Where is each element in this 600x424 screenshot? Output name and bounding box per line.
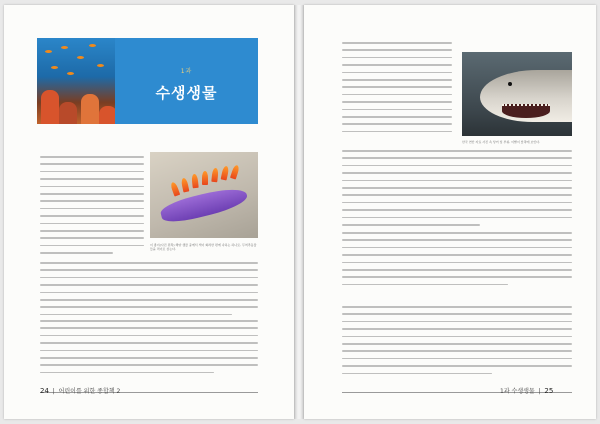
coral-reef-photo [37,38,115,124]
right-page-number: 25 [544,387,554,395]
body-text-right-narrow [342,42,452,138]
sea-slug-photo [150,152,258,238]
sea-slug-caption: 이 종이(사진 왼쪽) 해양 생물 중에서 색이 화려한 편에 속하는 하나로, 무척추동물들을 먹이로 삼는다. [150,243,257,252]
body-text-right-3 [342,306,572,380]
body-text-right [342,150,572,231]
book-gutter [294,5,304,419]
right-running-head: 1과 수생생물 [500,388,535,395]
body-text-right-2 [342,232,572,291]
chapter-title: 수생생물 [155,84,218,102]
shark-caption: 한국 연안 자료 사진 속 상어 입 부위, 이빨이 앞쪽에 보인다. [462,140,541,144]
left-page-number: 24 [40,387,49,395]
left-running-head: 어린이를 위한 종합책 2 [58,388,121,395]
left-folio: 24 | 어린이를 위한 종합책 2 [40,387,121,395]
chapter-number: 1과 [180,68,193,75]
body-text-left-narrow [40,156,144,259]
body-text-left [40,262,258,321]
right-folio: 1과 수생생물 | 25 [500,387,554,395]
body-text-left-2 [40,320,258,379]
chapter-banner [37,38,258,124]
chapter-title-panel [115,38,258,124]
shark-photo [462,52,572,136]
